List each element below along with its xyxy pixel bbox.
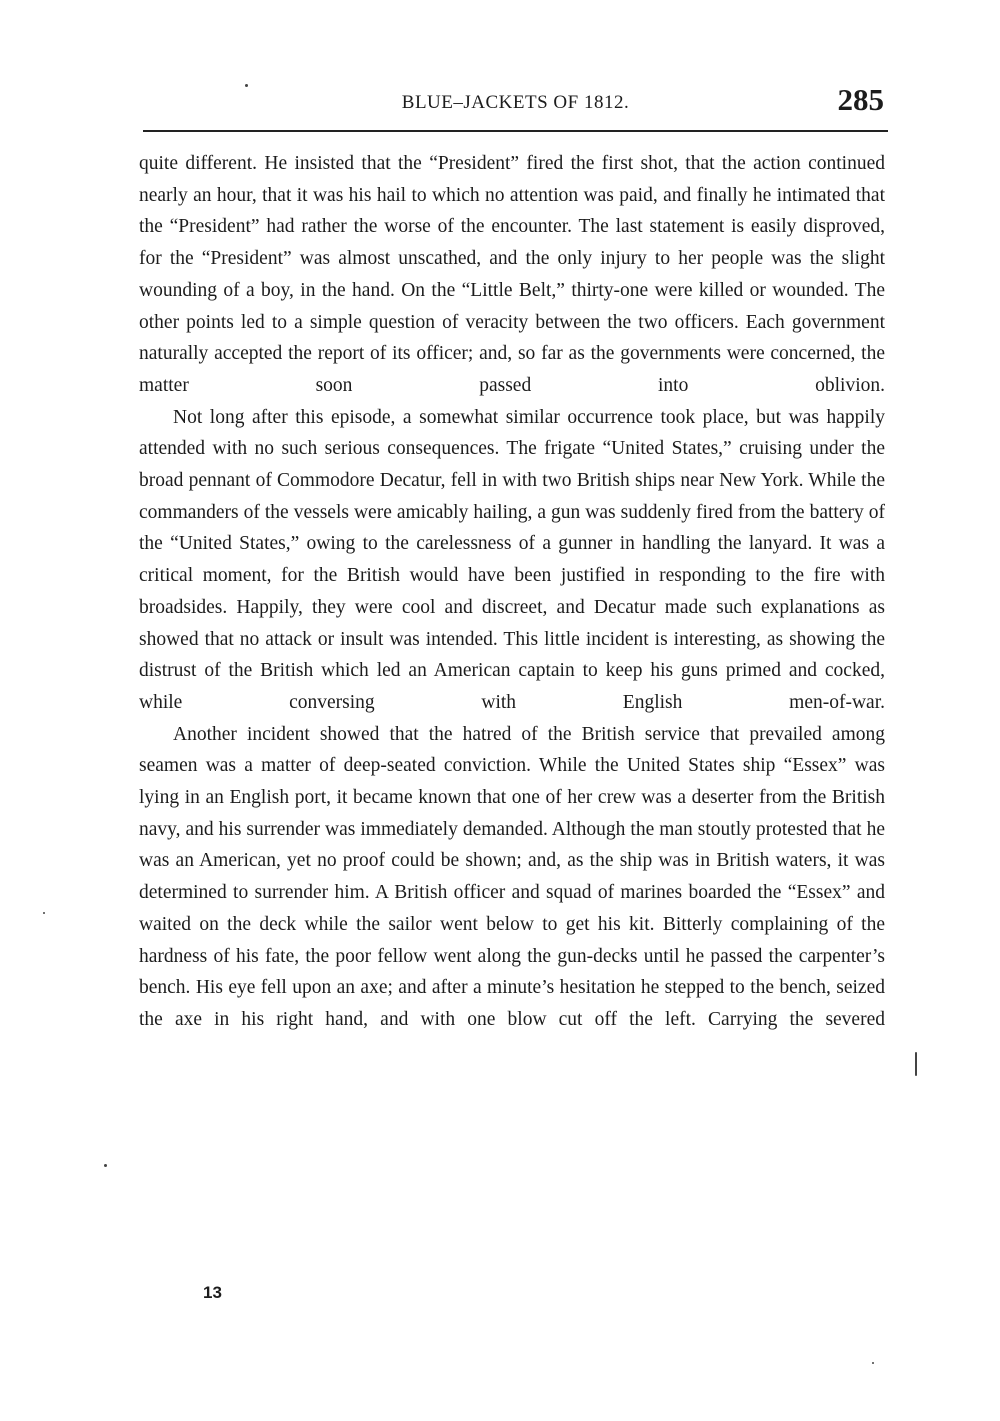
scan-speck [915,1052,917,1076]
page-number: 285 [837,82,884,117]
scan-speck [872,1362,874,1364]
paragraph-continued: quite different. He insisted that the “President” fired the first shot, that the action continued nearly an hour, that it was his hail to which no attention was paid, and finally he intimated that the “President” had rather the worse of the encounter. The last statement is easily disproved, for the “President” was almost unscathed, and the only injury to her people was the slight wounding of a boy, in the hand. On the “Little Belt,” thirty-one were killed or wounded. The other points led to a simple question of veracity between the two officers. Each government naturally accepted the report of its officer; and, so far as the governments were concerned, the matter soon passed into oblivion. [139,153,885,396]
body-text [139,148,885,1036]
paragraph: Another incident showed that the hatred of the British service that prevailed among seamen was a matter of deep-seated conviction. While the United States ship “Essex” was lying in an English port, it became known that one of her crew was a deserter from the British navy, and his surrender was immediately demanded. Although the man stoutly protested that he was an American, yet no proof could be shown; and, as the ship was in British waters, it was determined to surrender him. A British officer and squad of marines boarded the “Essex” and waited on the deck while the sailor went below to get his kit. Bitterly complaining of the hardness of his fate, the poor fellow went along the gun-decks until he passed the carpenter’s bench. His eye fell upon an axe; and after a minute’s hesitation he stepped to the bench, seized the axe in his right hand, and with one blow cut off the left. Carrying the severed [139,723,885,1030]
scan-speck [43,912,45,914]
paragraph: Not long after this episode, a somewhat similar occurrence took place, but was happily attended with no such serious consequences. The frigate “United States,” cruising under the broad pennant of Commodore Decatur, fell in with two British ships near New York. While the commanders of the vessels were amicably hailing, a gun was suddenly fired from the battery of the “United States,” owing to the carelessness of a gunner in handling the lanyard. It was a critical moment, for the British would have been justified in responding to the fire with broadsides. Happily, they were cool and discreet, and Decatur made such explanations as showed that no attack or insult was intended. This little incident is interesting, as showing the distrust of the British which led an American captain to keep his guns primed and cocked, while conversing with English men-of-war. [139,406,885,713]
signature-mark: 13 [203,1283,222,1302]
page-header [143,82,888,126]
scan-speck [104,1164,107,1167]
scan-speck [245,84,248,87]
running-title: BLUE–JACKETS OF 1812. [401,92,630,113]
header-rule [143,130,888,132]
